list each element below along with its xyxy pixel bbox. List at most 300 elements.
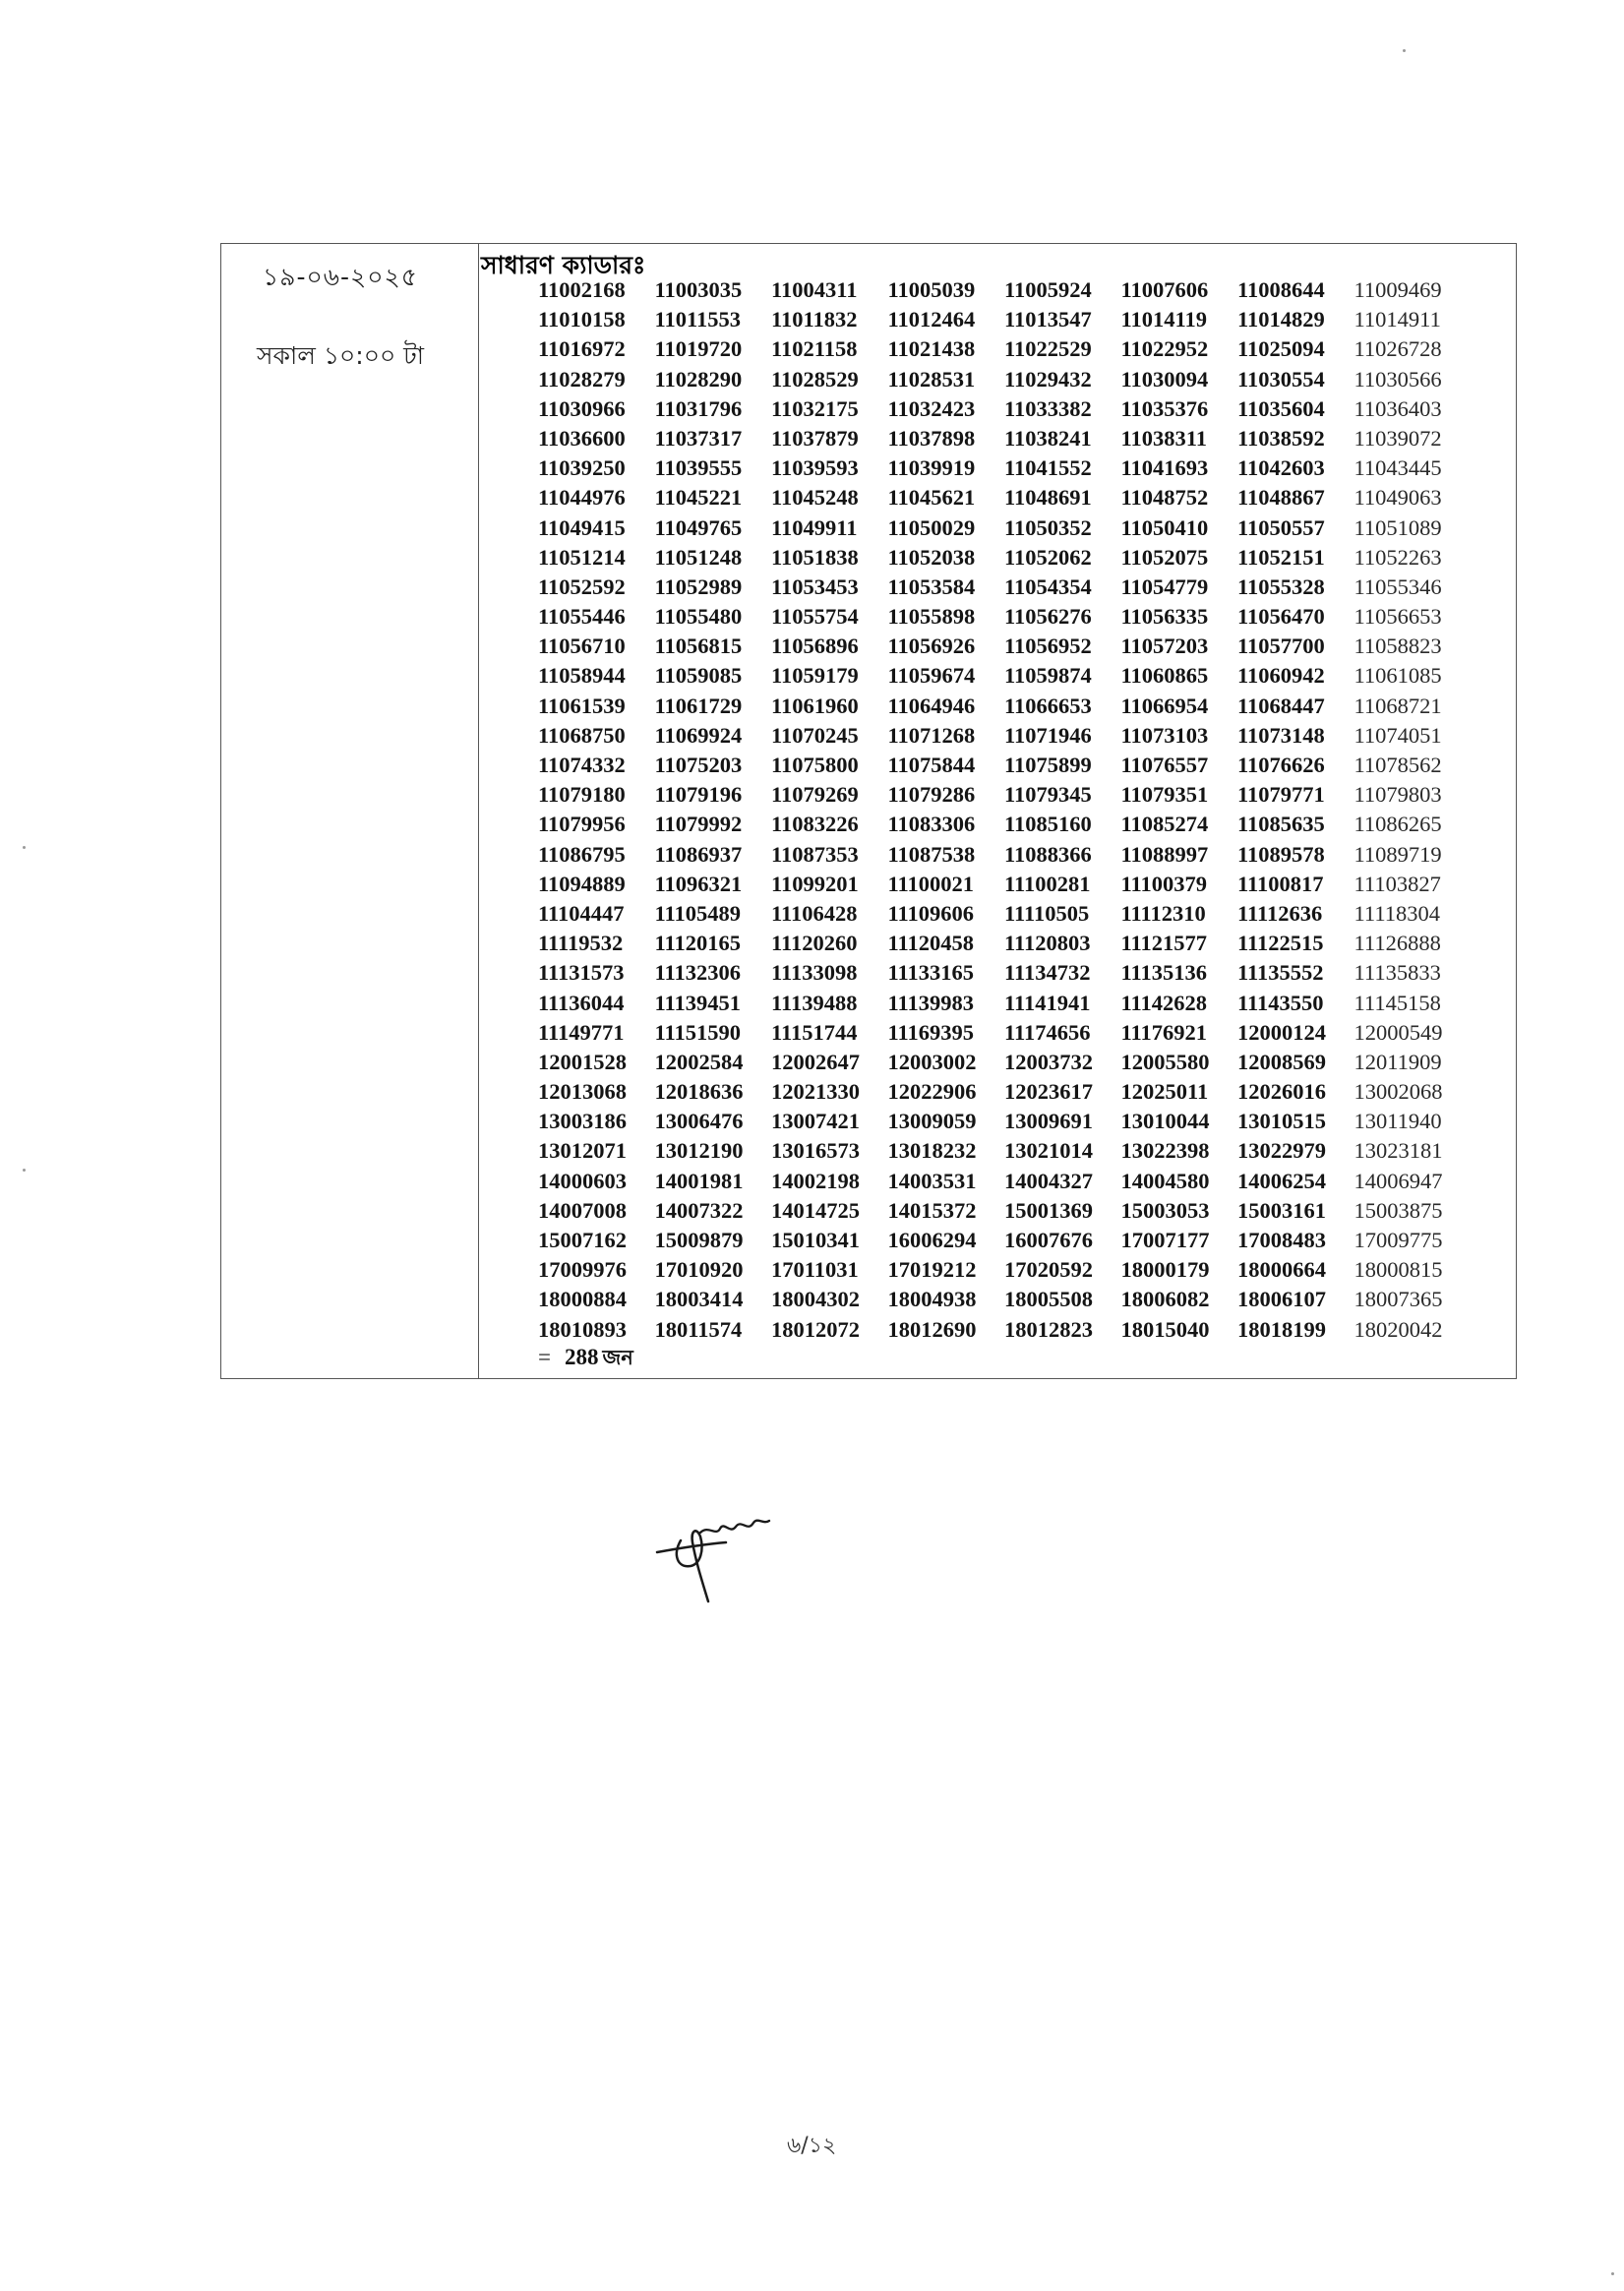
roll-number: 11085274: [1120, 812, 1209, 837]
roll-number: 13016573: [771, 1138, 860, 1164]
roll-number: 11056710: [538, 633, 626, 659]
roll-number: 11056896: [771, 633, 859, 659]
roll-number: 11058944: [538, 663, 626, 689]
roll-number: 11079196: [654, 782, 743, 808]
roll-number: 15001369: [1004, 1197, 1093, 1223]
roll-number: 11151744: [771, 1019, 858, 1045]
roll-number: 12003002: [887, 1049, 977, 1074]
roll-number: 11135833: [1353, 960, 1441, 986]
roll-number: 11136044: [538, 990, 625, 1015]
roll-number: 11048752: [1120, 485, 1209, 511]
roll-number: 11096321: [654, 871, 743, 896]
roll-number: 11037317: [654, 425, 743, 451]
roll-number: 11039555: [654, 455, 743, 481]
roll-number: 11053453: [771, 573, 859, 599]
roll-number: 11074332: [538, 753, 626, 777]
exam-schedule-table: [220, 243, 1517, 1379]
roll-number: 12022906: [887, 1079, 977, 1105]
roll-number: 12011909: [1353, 1049, 1442, 1074]
roll-number: 17020592: [1004, 1257, 1093, 1283]
roll-number: 11103827: [1353, 871, 1441, 896]
roll-number: 17011031: [771, 1257, 859, 1283]
roll-number: 11071268: [887, 722, 976, 748]
schedule-cell: [221, 244, 479, 1378]
roll-number: 11028531: [887, 366, 976, 392]
roll-number: 18010893: [538, 1316, 627, 1342]
roll-number: 11075800: [771, 753, 859, 777]
roll-number: 11094889: [538, 871, 626, 896]
roll-number: 11089719: [1353, 841, 1442, 867]
roll-number: 11050352: [1004, 514, 1092, 540]
roll-number: 13021014: [1004, 1138, 1093, 1164]
roll-number: 11045221: [654, 485, 743, 511]
scan-speck: [23, 846, 26, 849]
roll-number: 11014911: [1353, 307, 1441, 332]
roll-number: 11135552: [1237, 960, 1324, 986]
roll-number: 18004302: [771, 1287, 860, 1312]
roll-number: 11010158: [538, 307, 626, 332]
roll-number: 11055754: [771, 604, 859, 630]
roll-number: 14007322: [654, 1197, 744, 1223]
roll-number: 11061960: [771, 693, 859, 718]
roll-number: 11059874: [1004, 663, 1092, 689]
roll-number: 11026728: [1353, 336, 1442, 362]
page-number: ৬/১২: [787, 2134, 837, 2158]
roll-number: 11109606: [887, 900, 975, 926]
roll-number: 13018232: [887, 1138, 977, 1164]
roll-number: 18005508: [1004, 1287, 1093, 1312]
roll-number: 11174656: [1004, 1019, 1091, 1045]
roll-number: 11104447: [538, 900, 625, 926]
roll-number: 18012690: [887, 1316, 977, 1342]
roll-number: 11056952: [1004, 633, 1092, 659]
roll-number: 11079771: [1237, 782, 1325, 808]
roll-number: 17009976: [538, 1257, 627, 1283]
roll-number: 12005580: [1120, 1049, 1210, 1074]
roll-number: 18011574: [654, 1316, 743, 1342]
roll-number: 11059179: [771, 663, 859, 689]
roll-number: 11036403: [1353, 395, 1442, 421]
roll-number: 11052263: [1353, 544, 1442, 570]
roll-number: 11061539: [538, 693, 626, 718]
roll-number: 11014119: [1120, 307, 1208, 332]
roll-number: 11079269: [771, 782, 859, 808]
roll-number: 11033382: [1004, 395, 1092, 421]
roll-number: 11079803: [1353, 782, 1442, 808]
roll-number: 11076626: [1237, 753, 1325, 777]
roll-number: 18003414: [654, 1287, 744, 1312]
roll-number: 14006254: [1237, 1168, 1326, 1193]
roll-number: 12002647: [771, 1049, 860, 1074]
roll-number: 11021158: [771, 336, 858, 362]
roll-number: 11135136: [1120, 960, 1208, 986]
roll-number: 13007421: [771, 1109, 860, 1134]
roll-number: 11069924: [654, 722, 743, 748]
roll-number: 11050557: [1237, 514, 1325, 540]
roll-number: 11049063: [1353, 485, 1442, 511]
roll-number: 11139488: [771, 990, 858, 1015]
roll-number: 11045248: [771, 485, 859, 511]
roll-number: 11112310: [1120, 900, 1206, 926]
roll-number: 13002068: [1353, 1079, 1443, 1105]
roll-number: 11038241: [1004, 425, 1092, 451]
roll-number: 11133165: [887, 960, 975, 986]
roll-number: 11055328: [1237, 573, 1325, 599]
roll-number: 11041693: [1120, 455, 1209, 481]
roll-number: 11075844: [887, 753, 976, 777]
roll-number: 11028290: [654, 366, 743, 392]
roll-number: 11054779: [1120, 573, 1209, 599]
roll-number: 11083306: [887, 812, 976, 837]
roll-number: 13009691: [1004, 1109, 1093, 1134]
roll-number: 15010341: [771, 1228, 860, 1252]
roll-number: 11078562: [1353, 753, 1442, 777]
roll-number: 12013068: [538, 1079, 627, 1105]
roll-number: 18006107: [1237, 1287, 1326, 1312]
roll-number: 11054354: [1004, 573, 1092, 599]
roll-number: 18012072: [771, 1316, 860, 1342]
roll-number: 11073148: [1237, 722, 1325, 748]
roll-number: 12000549: [1353, 1019, 1443, 1045]
roll-number: 11120165: [654, 931, 742, 956]
roll-number: 11037879: [771, 425, 859, 451]
roll-number: 11042603: [1237, 455, 1325, 481]
roll-number: 12023617: [1004, 1079, 1093, 1105]
roll-number: 11133098: [771, 960, 858, 986]
roll-number: 11099201: [771, 871, 859, 896]
roll-number: 15003875: [1353, 1197, 1443, 1223]
roll-number: 14007008: [538, 1197, 627, 1223]
roll-number: 11056926: [887, 633, 976, 659]
roll-number: 11085635: [1237, 812, 1325, 837]
roll-number: 11032423: [887, 395, 976, 421]
roll-number: 11002168: [538, 277, 626, 302]
roll-number: 11008644: [1237, 277, 1325, 302]
roll-number: 11056653: [1353, 604, 1442, 630]
roll-number: 18004938: [887, 1287, 977, 1312]
roll-number: 14001981: [654, 1168, 744, 1193]
roll-number: 11120803: [1004, 931, 1091, 956]
scan-speck: [1611, 2272, 1614, 2275]
roll-number: 11141941: [1004, 990, 1091, 1015]
roll-number: 11060865: [1120, 663, 1209, 689]
roll-number-cell: [479, 244, 1516, 1378]
roll-number: 11055898: [887, 604, 976, 630]
roll-number: 11050410: [1120, 514, 1209, 540]
roll-number: 11074051: [1353, 722, 1442, 748]
roll-number: 13009059: [887, 1109, 977, 1134]
roll-number: 11043445: [1353, 455, 1442, 481]
total-unit: জন: [602, 1346, 633, 1369]
roll-number: 11044976: [538, 485, 626, 511]
roll-number: 13012071: [538, 1138, 627, 1164]
roll-number: 14015372: [887, 1197, 977, 1223]
roll-number: 11052989: [654, 573, 743, 599]
roll-number: 11139451: [654, 990, 742, 1015]
roll-number: 13012190: [654, 1138, 744, 1164]
roll-number: 11055480: [654, 604, 743, 630]
roll-number: 15003053: [1120, 1197, 1210, 1223]
roll-number: 11004311: [771, 277, 858, 302]
roll-number: 17010920: [654, 1257, 744, 1283]
roll-number: 11052592: [538, 573, 626, 599]
roll-number: 11049765: [654, 514, 743, 540]
roll-number: 11086937: [654, 841, 743, 867]
roll-number: 14003531: [887, 1168, 977, 1193]
roll-number: 11052151: [1237, 544, 1325, 570]
total-count: 288: [564, 1345, 599, 1369]
roll-number: 13023181: [1353, 1138, 1443, 1164]
roll-number: 11073103: [1120, 722, 1209, 748]
roll-number: 11050029: [887, 514, 976, 540]
roll-number: 11030094: [1120, 366, 1209, 392]
roll-number: 11122515: [1237, 931, 1324, 956]
roll-number: 11003035: [654, 277, 743, 302]
roll-number: 11032175: [771, 395, 859, 421]
roll-number: 11045621: [887, 485, 976, 511]
roll-number: 11066954: [1120, 693, 1209, 718]
roll-number: 18015040: [1120, 1316, 1210, 1342]
roll-number: 18020042: [1353, 1316, 1443, 1342]
roll-number: 11083226: [771, 812, 859, 837]
roll-number: 11052075: [1120, 544, 1209, 570]
roll-number: 11005924: [1004, 277, 1092, 302]
roll-number: 11169395: [887, 1019, 975, 1045]
roll-number: 11110505: [1004, 900, 1090, 926]
roll-number: 11031796: [654, 395, 743, 421]
roll-number: 12018636: [654, 1079, 744, 1105]
roll-number: 11048867: [1237, 485, 1325, 511]
roll-number: 11145158: [1353, 990, 1441, 1015]
roll-number: 11009469: [1353, 277, 1442, 302]
roll-number: 14002198: [771, 1168, 860, 1193]
roll-number: 11011553: [654, 307, 742, 332]
roll-number: 11112636: [1237, 900, 1323, 926]
roll-number: 11007606: [1120, 277, 1209, 302]
roll-number: 11079992: [654, 812, 743, 837]
roll-number: 11149771: [538, 1019, 625, 1045]
roll-number: 11039072: [1353, 425, 1442, 451]
roll-number: 11051214: [538, 544, 626, 570]
roll-number: 11055346: [1353, 573, 1442, 599]
roll-number: 18000664: [1237, 1257, 1326, 1283]
roll-number: 11151590: [654, 1019, 742, 1045]
roll-number: 11049415: [538, 514, 626, 540]
roll-number: 12008569: [1237, 1049, 1326, 1074]
roll-number: 11121577: [1120, 931, 1208, 956]
roll-number: 11120458: [887, 931, 975, 956]
roll-number: 11139983: [887, 990, 975, 1015]
roll-number: 17008483: [1237, 1228, 1326, 1252]
roll-number: 12026016: [1237, 1079, 1326, 1105]
roll-number: 13022979: [1237, 1138, 1326, 1164]
roll-number: 18000179: [1120, 1257, 1210, 1283]
roll-number: 16007676: [1004, 1228, 1093, 1252]
roll-number: 11014829: [1237, 307, 1325, 332]
roll-number: 11085160: [1004, 812, 1092, 837]
roll-number: 11030966: [538, 395, 626, 421]
roll-number: 11068721: [1353, 693, 1442, 718]
exam-time: সকাল ১০:০০ টা: [257, 341, 425, 370]
roll-number: 11021438: [887, 336, 976, 362]
roll-number: 12025011: [1120, 1079, 1209, 1105]
roll-number: 11087353: [771, 841, 859, 867]
roll-number: 11030566: [1353, 366, 1442, 392]
roll-number: 11012464: [887, 307, 976, 332]
roll-number: 11086265: [1353, 812, 1442, 837]
roll-number: 11070245: [771, 722, 859, 748]
roll-number: 11056335: [1120, 604, 1209, 630]
roll-number: 11058823: [1353, 633, 1442, 659]
roll-number: 11100281: [1004, 871, 1091, 896]
roll-number: 11053584: [887, 573, 976, 599]
roll-number: 14006947: [1353, 1168, 1443, 1193]
roll-number: 17019212: [887, 1257, 977, 1283]
roll-number: 11061085: [1353, 663, 1442, 689]
roll-number: 12021330: [771, 1079, 860, 1105]
roll-number: 11022529: [1004, 336, 1092, 362]
roll-number: 11051838: [771, 544, 859, 570]
roll-number: 11057700: [1237, 633, 1325, 659]
signature-image: [651, 1503, 779, 1607]
roll-number: 11079956: [538, 812, 626, 837]
roll-number: 11061729: [654, 693, 743, 718]
roll-number: 18018199: [1237, 1316, 1326, 1342]
roll-number: 14014725: [771, 1197, 860, 1223]
roll-number: 12000124: [1237, 1019, 1326, 1045]
roll-number: 14000603: [538, 1168, 627, 1193]
roll-number: 11119532: [538, 931, 624, 956]
roll-number: 13006476: [654, 1109, 744, 1134]
roll-number: 11052038: [887, 544, 976, 570]
roll-number: 11052062: [1004, 544, 1092, 570]
roll-number: 18006082: [1120, 1287, 1210, 1312]
roll-number: 13010515: [1237, 1109, 1326, 1134]
roll-number: 17009775: [1353, 1228, 1443, 1252]
roll-number: 11118304: [1353, 900, 1440, 926]
roll-number: 11100021: [887, 871, 975, 896]
scan-speck: [23, 1169, 26, 1172]
roll-number: 18007365: [1353, 1287, 1443, 1312]
roll-number: 11059085: [654, 663, 743, 689]
roll-number: 12002584: [654, 1049, 744, 1074]
roll-number: 11126888: [1353, 931, 1441, 956]
roll-number: 11038311: [1120, 425, 1208, 451]
roll-number: 11106428: [771, 900, 858, 926]
roll-number: 15007162: [538, 1228, 627, 1252]
roll-number: 11143550: [1237, 990, 1324, 1015]
roll-number: 11055446: [538, 604, 626, 630]
roll-number: 11068750: [538, 722, 626, 748]
roll-number: 11035376: [1120, 395, 1209, 421]
roll-number: 11079180: [538, 782, 626, 808]
roll-number: 11019720: [654, 336, 743, 362]
roll-number: 11038592: [1237, 425, 1325, 451]
roll-number: 11079286: [887, 782, 976, 808]
roll-number: 11037898: [887, 425, 976, 451]
roll-number: 14004327: [1004, 1168, 1093, 1193]
total-equals: =: [538, 1345, 551, 1369]
roll-number: 11089578: [1237, 841, 1325, 867]
roll-number: 12001528: [538, 1049, 627, 1074]
roll-number: 11030554: [1237, 366, 1325, 392]
cadre-heading: সাধারণ ক্যাডারঃ: [481, 251, 646, 279]
roll-number: 11088997: [1120, 841, 1209, 867]
roll-number: 13003186: [538, 1109, 627, 1134]
roll-number: 11035604: [1237, 395, 1325, 421]
roll-number: 11049911: [771, 514, 858, 540]
roll-number: 11039250: [538, 455, 626, 481]
roll-number: 11057203: [1120, 633, 1209, 659]
roll-number: 11087538: [887, 841, 976, 867]
roll-number: 15003161: [1237, 1197, 1326, 1223]
roll-number: 18000884: [538, 1287, 627, 1312]
roll-number: 11013547: [1004, 307, 1092, 332]
roll-number: 11029432: [1004, 366, 1092, 392]
roll-number: 13011940: [1353, 1109, 1442, 1134]
roll-number: 11075899: [1004, 753, 1092, 777]
roll-number: 11051089: [1353, 514, 1442, 540]
roll-number: 11051248: [654, 544, 743, 570]
roll-number: 11048691: [1004, 485, 1092, 511]
roll-number: 11066653: [1004, 693, 1092, 718]
roll-number: 11056815: [654, 633, 743, 659]
total-candidates: [538, 1342, 633, 1376]
roll-number: 11176921: [1120, 1019, 1208, 1045]
roll-number: 11028529: [771, 366, 859, 392]
scan-speck: [1403, 49, 1406, 52]
roll-number: 11120260: [771, 931, 858, 956]
roll-number: 11132306: [654, 960, 742, 986]
roll-number: 11131573: [538, 960, 625, 986]
roll-number: 11088366: [1004, 841, 1092, 867]
roll-number: 11105489: [654, 900, 742, 926]
roll-number: 16006294: [887, 1228, 977, 1252]
roll-number: 11064946: [887, 693, 976, 718]
roll-number: 11075203: [654, 753, 743, 777]
roll-number: 11100379: [1120, 871, 1208, 896]
roll-number: 11100817: [1237, 871, 1324, 896]
roll-number: 11056470: [1237, 604, 1325, 630]
roll-number: 13010044: [1120, 1109, 1210, 1134]
roll-number: 11011832: [771, 307, 858, 332]
roll-number: 11041552: [1004, 455, 1092, 481]
roll-number: 11086795: [538, 841, 626, 867]
roll-number: 11079345: [1004, 782, 1092, 808]
roll-number: 11028279: [538, 366, 626, 392]
roll-number-grid: [538, 275, 1471, 1345]
roll-number: 11068447: [1237, 693, 1325, 718]
roll-number: 17007177: [1120, 1228, 1210, 1252]
roll-number: 11025094: [1237, 336, 1325, 362]
roll-number: 11071946: [1004, 722, 1092, 748]
roll-number: 18000815: [1353, 1257, 1443, 1283]
roll-number: 11142628: [1120, 990, 1208, 1015]
roll-number: 14004580: [1120, 1168, 1210, 1193]
roll-number: 11056276: [1004, 604, 1092, 630]
roll-number: 15009879: [654, 1228, 744, 1252]
exam-date: ১৯-০৬-২০২৫: [263, 263, 418, 291]
roll-number: 11016972: [538, 336, 626, 362]
roll-number: 11079351: [1120, 782, 1209, 808]
roll-number: 11022952: [1120, 336, 1209, 362]
roll-number: 11076557: [1120, 753, 1209, 777]
roll-number: 11060942: [1237, 663, 1325, 689]
roll-number: 13022398: [1120, 1138, 1210, 1164]
roll-number: 11059674: [887, 663, 976, 689]
roll-number: 11005039: [887, 277, 976, 302]
roll-number: 11039919: [887, 455, 976, 481]
